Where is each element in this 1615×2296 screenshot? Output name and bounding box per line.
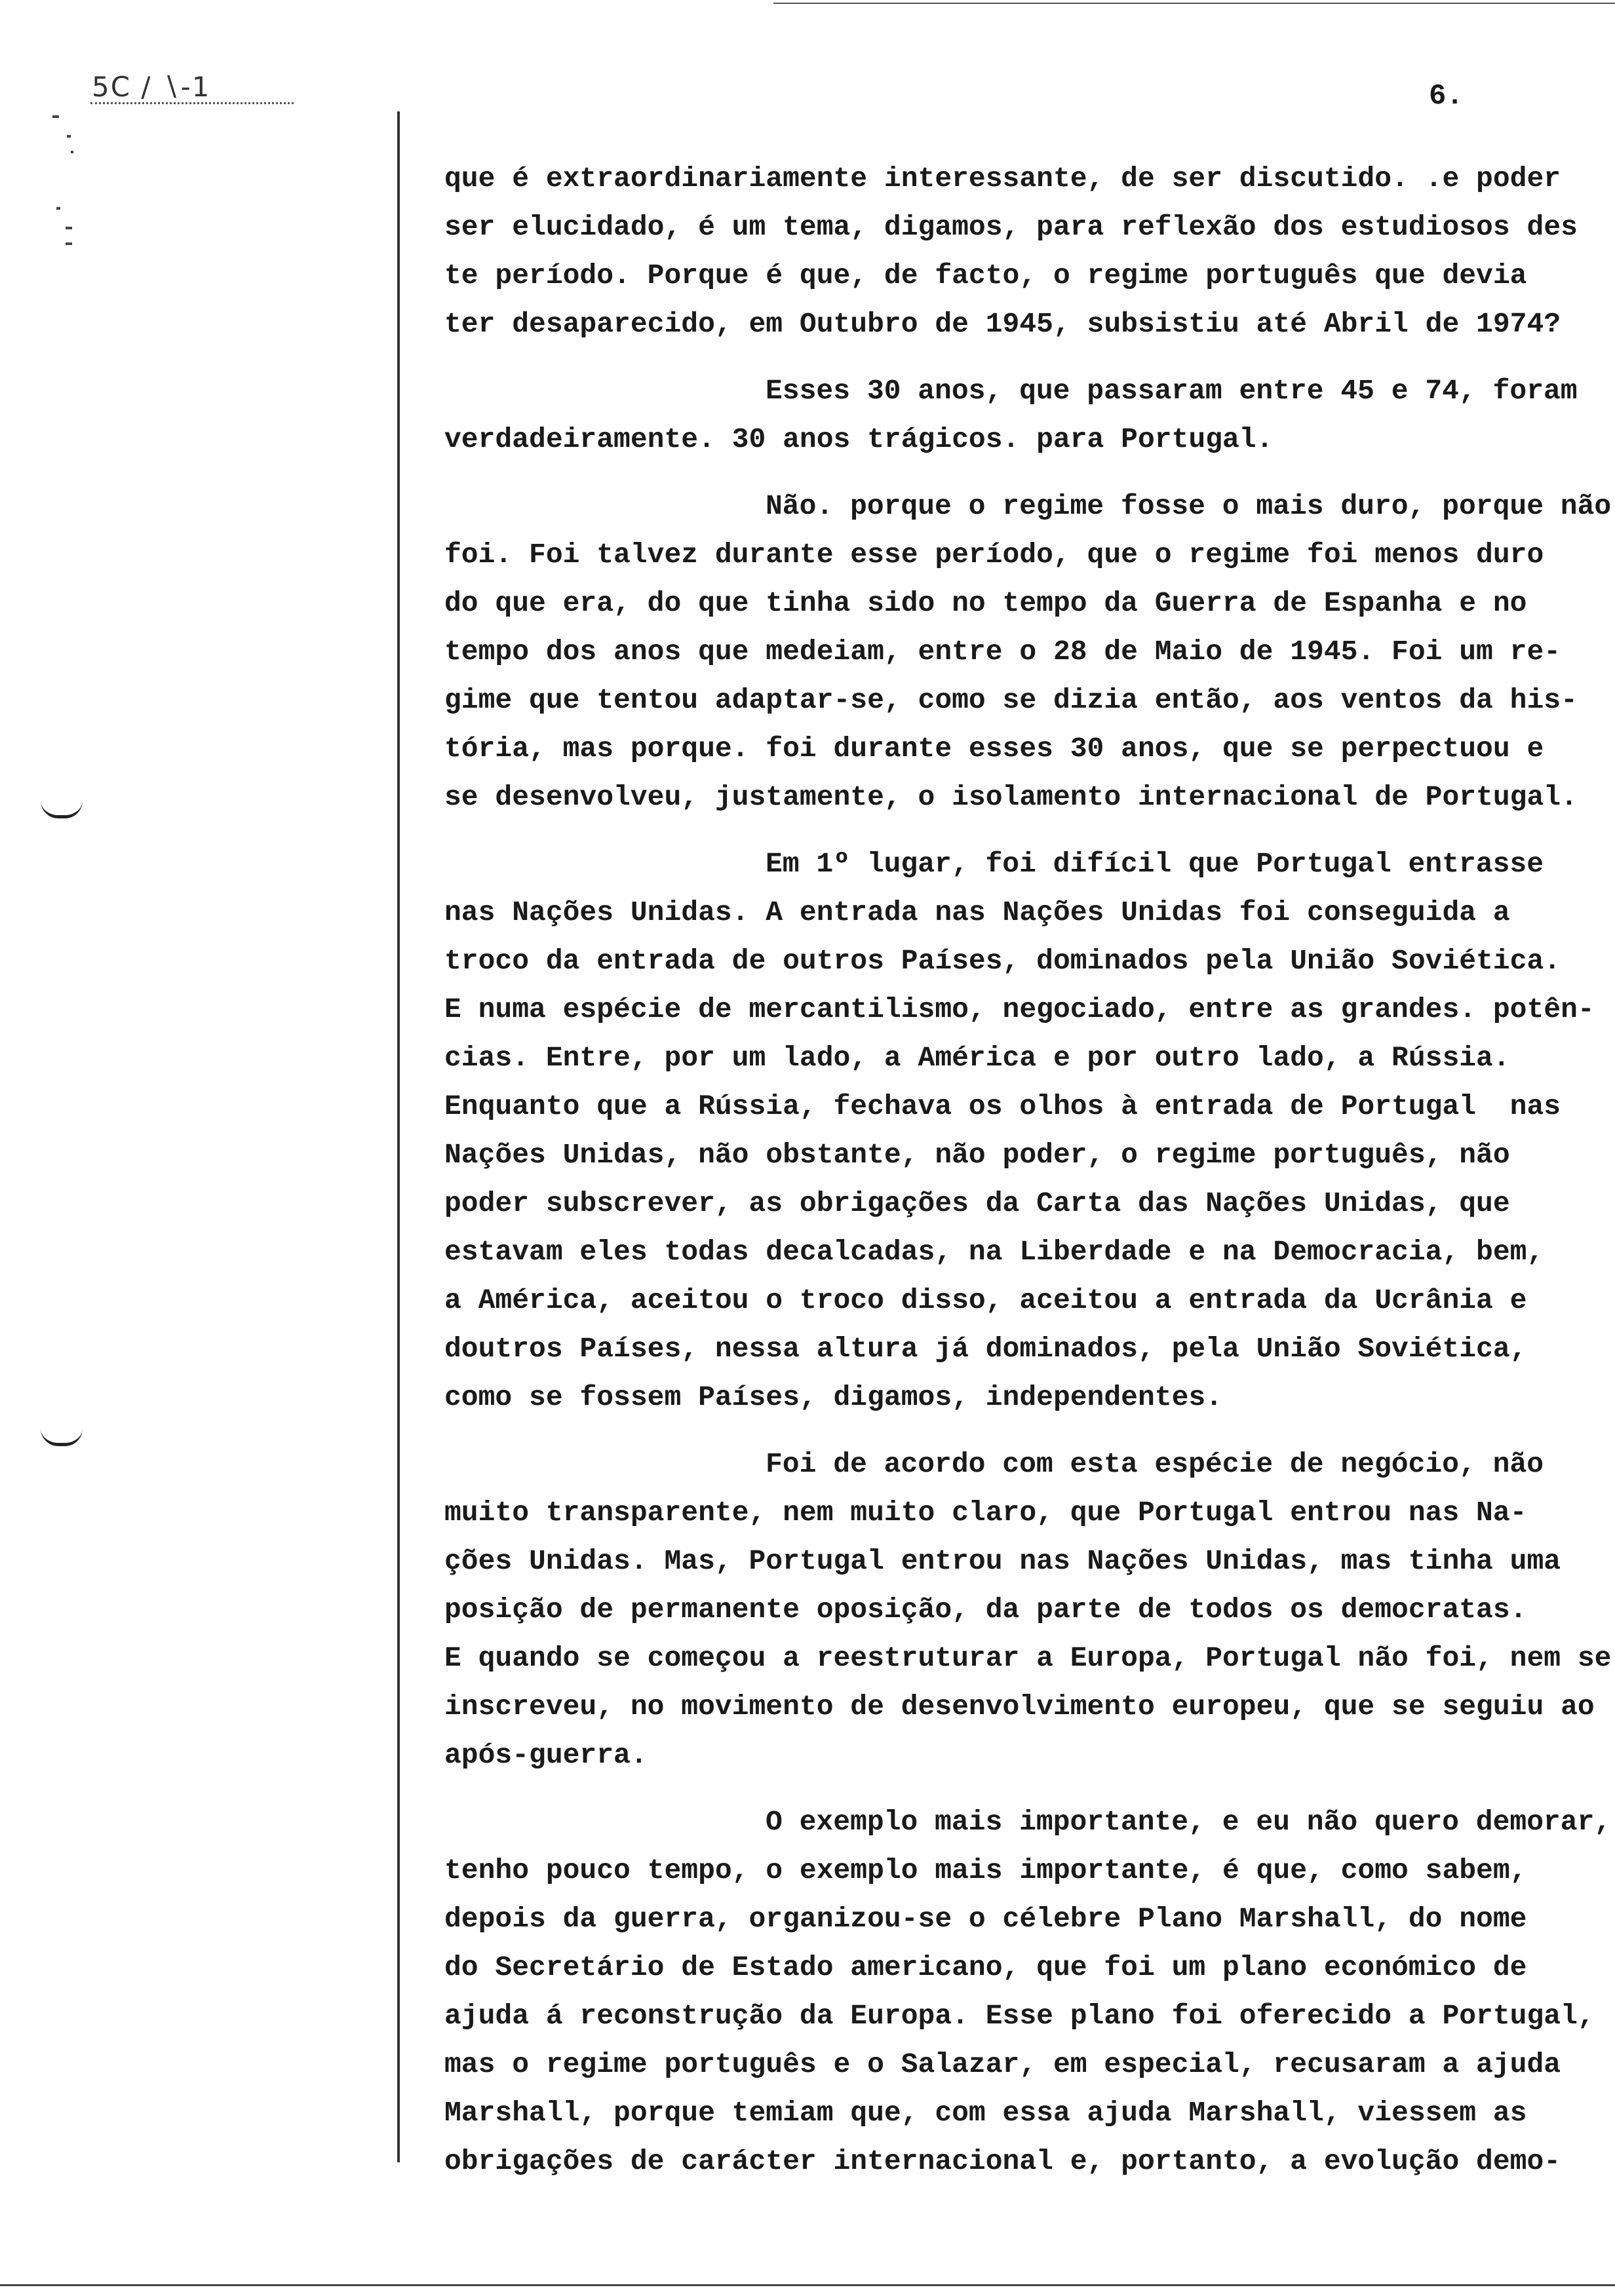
text-line: mas o regime português e o Salazar, em especial, recusaram a ajuda <box>444 2048 1561 2080</box>
text-line: após-guerra. <box>444 1739 648 1771</box>
text-line: como se fossem Países, digamos, independentes. <box>444 1381 1222 1413</box>
text-line: ajuda á reconstrução da Europa. Esse plano foi oferecido a Portugal, <box>444 2000 1595 2032</box>
text-line: do Secretário de Estado americano, que foi um plano económico de <box>444 1951 1527 1983</box>
text-line: Enquanto que a Rússia, fechava os olhos à entrada de Portugal nas <box>444 1090 1561 1122</box>
text-line: Em 1º lugar, foi difícil que Portugal entrasse <box>766 848 1544 880</box>
paragraph-gap <box>444 349 1605 367</box>
paragraph-gap <box>444 1780 1605 1798</box>
text-line: Esses 30 anos, que passaram entre 45 e 74, foram <box>766 375 1578 407</box>
text-line: obrigações de carácter internacional e, portanto, a evolução demo- <box>444 2145 1561 2177</box>
text-line: Marshall, porque temiam que, com essa ajuda Marshall, viessem as <box>444 2097 1527 2129</box>
text-line: do que era, do que tinha sido no tempo da Guerra de Espanha e no <box>444 587 1527 619</box>
text-line: a América, aceitou o troco disso, aceitou a entrada da Ucrânia e <box>444 1284 1527 1316</box>
text-line: posição de permanente oposição, da parte de todos os democratas. <box>444 1594 1527 1626</box>
margin-mark <box>66 227 72 229</box>
paragraph <box>444 1440 1612 1780</box>
text-line: muito transparente, nem muito claro, que Portugal entrou nas Na- <box>444 1497 1527 1529</box>
text-line: ser elucidado, é um tema, digamos, para reflexão dos estudiosos des <box>444 211 1578 243</box>
bottom-edge-rule <box>0 2284 1615 2286</box>
text-line: poder subscrever, as obrigações da Carta das Nações Unidas, que <box>444 1187 1510 1219</box>
archive-reference: 5C / ∖-1 <box>92 71 211 103</box>
text-line: gime que tentou adaptar-se, como se dizia então, aos ventos da his- <box>444 684 1578 716</box>
text-line: E numa espécie de mercantilismo, negociado, entre as grandes. potên- <box>444 993 1595 1025</box>
paragraph-gap <box>444 1422 1605 1440</box>
margin-mark <box>67 135 71 138</box>
text-line: ter desaparecido, em Outubro de 1945, subsistiu até Abril de 1974? <box>444 308 1561 340</box>
margin-mark <box>56 207 60 210</box>
document-body <box>444 155 1612 2186</box>
text-line: verdadeiramente. 30 anos trágicos. para Portugal. <box>444 423 1274 455</box>
text-line: te período. Porque é que, de facto, o regime português que devia <box>444 259 1527 292</box>
paragraph-gap <box>444 822 1605 840</box>
page-number: 6. <box>1429 80 1464 113</box>
text-line: estavam eles todas decalcadas, na Liberdade e na Democracia, bem, <box>444 1236 1544 1268</box>
paragraph-gap <box>444 464 1605 482</box>
paragraph <box>444 1798 1612 2186</box>
text-line: troco da entrada de outros Países, dominados pela União Soviética. <box>444 945 1561 977</box>
text-line: Não. porque o regime fosse o mais duro, porque não <box>766 490 1612 522</box>
punch-hole-mark <box>41 801 83 818</box>
paragraph <box>444 367 1605 464</box>
text-line: tória, mas porque. foi durante esses 30 anos, que se perpectuou e <box>444 733 1544 765</box>
paragraph <box>444 155 1605 349</box>
text-line: cias. Entre, por um lado, a América e por outro lado, a Rússia. <box>444 1042 1510 1074</box>
text-line: tenho pouco tempo, o exemplo mais importante, é que, como sabem, <box>444 1854 1527 1886</box>
text-line: inscreveu, no movimento de desenvolvimento europeu, que se seguiu ao <box>444 1691 1595 1723</box>
margin-mark <box>66 242 72 245</box>
punch-hole-mark <box>41 1428 83 1446</box>
text-line: O exemplo mais importante, e eu não quero demorar, <box>766 1806 1612 1838</box>
text-line: depois da guerra, organizou-se o célebre Plano Marshall, do nome <box>444 1903 1527 1935</box>
top-edge-rule <box>773 3 1615 4</box>
paragraph <box>444 482 1612 822</box>
archive-reference-dotted-line <box>90 102 294 104</box>
left-margin-line <box>397 111 400 2162</box>
margin-mark <box>52 115 59 118</box>
margin-mark <box>71 151 73 153</box>
text-line: Foi de acordo com esta espécie de negócio, não <box>766 1448 1544 1480</box>
text-line: tempo dos anos que medeiam, entre o 28 de Maio de 1945. Foi um re- <box>444 636 1561 668</box>
text-line: E quando se começou a reestruturar a Europa, Portugal não foi, nem se <box>444 1642 1612 1674</box>
text-line: nas Nações Unidas. A entrada nas Nações Unidas foi conseguida a <box>444 896 1510 928</box>
paragraph <box>444 840 1605 1422</box>
text-line: se desenvolveu, justamente, o isolamento internacional de Portugal. <box>444 781 1578 813</box>
text-line: que é extraordinariamente interessante, de ser discutido. .e poder <box>444 163 1561 195</box>
text-line: Nações Unidas, não obstante, não poder, o regime português, não <box>444 1139 1510 1171</box>
text-line: doutros Países, nessa altura já dominados, pela União Soviética, <box>444 1333 1527 1365</box>
text-line: ções Unidas. Mas, Portugal entrou nas Nações Unidas, mas tinha uma <box>444 1545 1561 1577</box>
text-line: foi. Foi talvez durante esse período, que o regime foi menos duro <box>444 539 1544 571</box>
